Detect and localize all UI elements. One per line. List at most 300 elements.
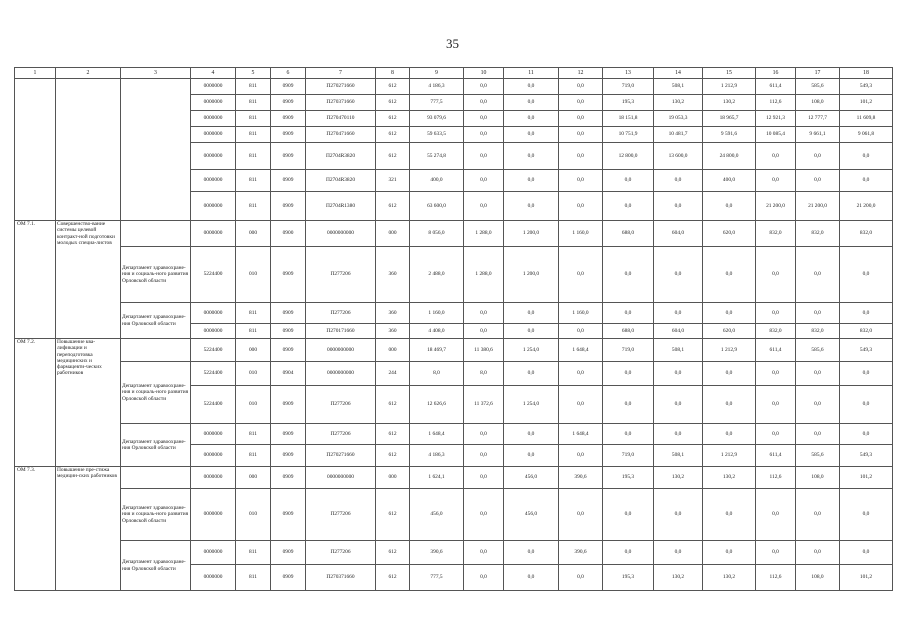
table-cell: 0000000 [191,170,236,192]
table-cell: 360 [376,324,410,339]
table-cell: 101,2 [840,565,893,591]
table-cell: 0,0 [840,386,893,424]
table-cell: 10 085,4 [756,127,796,143]
table-row [15,79,893,95]
table-cell: 0904 [271,362,306,386]
table-cell: 0,0 [703,303,756,324]
table-cell: 0,0 [703,362,756,386]
table-cell: 0,0 [504,541,559,565]
table-cell: 0,0 [796,386,840,424]
table-cell: 508,1 [654,339,703,362]
table-cell: 130,2 [654,565,703,591]
table-cell: 21 200,0 [796,192,840,221]
table-cell: 11 609,8 [840,111,893,127]
measure-code [15,79,56,221]
table-cell: 0000000 [191,424,236,445]
table-cell: 101,2 [840,467,893,489]
table-cell: 390,6 [410,541,464,565]
column-number: 3 [121,68,191,79]
table-cell: 18 469,7 [410,339,464,362]
table-cell: П2704R3820 [306,143,376,170]
table-cell: 612 [376,489,410,541]
table-cell: 000 [376,221,410,247]
table-row [15,489,893,541]
table-cell: 0,0 [559,170,603,192]
table-cell: П270171660 [306,324,376,339]
table-cell: 456,0 [504,467,559,489]
table-row [15,247,893,303]
measure-name: Повышение ква-лификации и переподготовка медицинских и фармацевти-ческих работников [56,339,121,467]
table-cell: 13 600,0 [654,143,703,170]
table-cell: 108,0 [796,467,840,489]
column-number: 14 [654,68,703,79]
table-cell: 0000000 [191,541,236,565]
table-cell: 0000000 [191,95,236,111]
table-cell: 0909 [271,324,306,339]
table-cell: 811 [236,324,271,339]
table-cell: 1 160,0 [410,303,464,324]
table-cell: 811 [236,541,271,565]
table-cell: 0909 [271,541,306,565]
table-cell: 0,0 [559,143,603,170]
table-cell: 000 [376,339,410,362]
table-cell: 1 212,9 [703,339,756,362]
table-cell: 0,0 [840,362,893,386]
executor-name [121,221,191,247]
table-cell: 811 [236,143,271,170]
table-cell: 0,0 [603,303,654,324]
table-cell: 0,0 [654,247,703,303]
table-cell: 63 600,0 [410,192,464,221]
table-cell: 585,6 [796,79,840,95]
executor-name: Департамент здравоохране-ния Орловской области [121,424,191,467]
table-cell: 0,0 [654,489,703,541]
table-cell: 21 200,0 [756,192,796,221]
table-cell: 0,0 [840,489,893,541]
column-number: 11 [504,68,559,79]
table-cell: 93 079,6 [410,111,464,127]
table-cell: П270371660 [306,95,376,111]
table-cell: 130,2 [654,95,703,111]
table-cell: 0,0 [559,489,603,541]
table-cell: 0,0 [654,541,703,565]
table-cell: 612 [376,127,410,143]
column-number: 12 [559,68,603,79]
table-cell: 112,6 [756,95,796,111]
table-cell: 195,3 [603,467,654,489]
table-cell: 1 200,0 [504,221,559,247]
table-cell: 688,0 [603,221,654,247]
table-cell: 0,0 [504,79,559,95]
column-number: 5 [236,68,271,79]
table-cell: 0,0 [464,170,504,192]
table-cell: 0,0 [840,541,893,565]
measure-code: ОМ 7.3. [15,467,56,591]
table-cell: 19 053,3 [654,111,703,127]
table-cell: 549,3 [840,79,893,95]
table-row [15,467,893,489]
table-cell: 0,0 [703,424,756,445]
column-number: 2 [56,68,121,79]
table-cell: 777,5 [410,565,464,591]
column-number-row [15,68,893,79]
table-cell: 604,0 [654,324,703,339]
table-cell: 0000000 [191,467,236,489]
table-cell: 0,0 [654,303,703,324]
table-cell: 0,0 [504,192,559,221]
table-cell: 0,0 [464,143,504,170]
table-cell: 0,0 [504,303,559,324]
table-cell: 0909 [271,143,306,170]
table-cell: 0,0 [559,95,603,111]
table-cell: 612 [376,143,410,170]
table-row [15,424,893,445]
table-cell: 0,0 [504,127,559,143]
table-cell: 130,2 [703,95,756,111]
table-cell: 0000000 [191,445,236,467]
executor-name [121,467,191,489]
table-cell: П277206 [306,489,376,541]
executor-name [121,339,191,362]
table-row [15,303,893,324]
table-cell: 1 254,0 [504,339,559,362]
table-cell: 0,0 [796,424,840,445]
measure-code: ОМ 7.2. [15,339,56,467]
table-cell: 4 186,3 [410,79,464,95]
table-cell: 0,0 [504,95,559,111]
table-cell: 811 [236,95,271,111]
measure-name: Повышение пре-стижа медицин-ских работников [56,467,121,591]
table-cell: 611,4 [756,339,796,362]
table-cell: 5224400 [191,386,236,424]
table-cell: 0,0 [464,424,504,445]
table-cell: 0000000 [191,79,236,95]
table-cell: 195,3 [603,95,654,111]
table-cell: 0909 [271,467,306,489]
table-cell: 5224400 [191,247,236,303]
table-cell: 0,0 [796,143,840,170]
table-cell: 108,0 [796,565,840,591]
table-cell: 1 288,0 [464,247,504,303]
table-cell: 0,0 [796,303,840,324]
table-cell: 400,0 [410,170,464,192]
table-cell: 0000000 [191,143,236,170]
table-cell: 811 [236,79,271,95]
table-cell: 1 254,0 [504,386,559,424]
table-cell: 000 [236,467,271,489]
column-number: 16 [756,68,796,79]
table-cell: 0,0 [603,247,654,303]
table-cell: 0,0 [464,324,504,339]
table-cell: 101,2 [840,95,893,111]
measure-name: Совершенство-вание системы целевой контракт-ной подготовки молодых специа-листов [56,221,121,339]
table-cell: 719,0 [603,79,654,95]
table-cell: 0000000 [191,489,236,541]
table-cell: 508,1 [654,79,703,95]
table-cell: 777,5 [410,95,464,111]
table-cell: 612 [376,95,410,111]
table-cell: 1 648,4 [559,339,603,362]
table-cell: 0000000000 [306,221,376,247]
table-cell: 0000000 [191,565,236,591]
table-cell: 12 921,3 [756,111,796,127]
table-cell: 0,0 [464,192,504,221]
table-cell: 0000000 [191,127,236,143]
table-cell: 811 [236,170,271,192]
table-cell: 612 [376,192,410,221]
table-cell: П270371660 [306,565,376,591]
table-cell: 0,0 [703,386,756,424]
table-cell: 5224400 [191,362,236,386]
table-cell: 811 [236,111,271,127]
table-cell: 0,0 [504,362,559,386]
column-number: 13 [603,68,654,79]
table-cell: 0,0 [603,170,654,192]
column-number: 1 [15,68,56,79]
table-cell: 0,0 [756,541,796,565]
table-cell: 0909 [271,445,306,467]
table-cell: 0000000 [191,111,236,127]
table-cell: 811 [236,192,271,221]
table-cell: 0,0 [654,362,703,386]
executor-name: Департамент здравоохране-ния и социаль-ного развития Орловской области [121,362,191,424]
table-cell: 0000000 [191,192,236,221]
table-cell: 612 [376,541,410,565]
table-cell: 4 186,3 [410,445,464,467]
table-cell: 59 633,5 [410,127,464,143]
executor-name [121,79,191,221]
table-cell: 0,0 [464,79,504,95]
table-cell: 832,0 [796,324,840,339]
table-cell: 0,0 [559,79,603,95]
table-cell: 0909 [271,247,306,303]
table-cell: 612 [376,386,410,424]
column-number: 10 [464,68,504,79]
table-cell: 0,0 [464,565,504,591]
table-cell: 585,6 [796,445,840,467]
table-cell: 10 751,9 [603,127,654,143]
table-cell: 0,0 [840,424,893,445]
table-cell: 0,0 [703,192,756,221]
table-cell: 719,0 [603,445,654,467]
table-cell: 0,0 [504,445,559,467]
table-cell: 1 212,9 [703,445,756,467]
table-cell: 0,0 [464,127,504,143]
table-cell: 611,4 [756,79,796,95]
table-cell: 0,0 [703,541,756,565]
table-cell: 0,0 [756,303,796,324]
table-cell: 456,0 [504,489,559,541]
table-cell: 0,0 [504,324,559,339]
table-cell: 0,0 [840,170,893,192]
table-cell: 400,0 [703,170,756,192]
table-cell: 010 [236,386,271,424]
table-cell: 0,0 [796,489,840,541]
table-cell: 0,0 [559,445,603,467]
table-cell: 620,0 [703,221,756,247]
table-cell: 719,0 [603,339,654,362]
table-cell: П270470110 [306,111,376,127]
table-cell: 549,3 [840,445,893,467]
executor-name: Департамент здравоохране-ния Орловской области [121,541,191,591]
table-cell: 0,0 [559,247,603,303]
table-cell: 832,0 [796,221,840,247]
table-cell: 612 [376,424,410,445]
table-cell: 0,0 [464,303,504,324]
table-cell: 620,0 [703,324,756,339]
table-cell: 0,0 [756,143,796,170]
table-cell: 0,0 [559,111,603,127]
executor-name: Департамент здравоохране-ния Орловской области [121,303,191,339]
table-cell: 0,0 [504,170,559,192]
table-cell: 0000000 [191,324,236,339]
table-cell: 0,0 [703,489,756,541]
table-cell: 0909 [271,95,306,111]
table-row [15,339,893,362]
table-cell: 0,0 [654,192,703,221]
table-cell: 832,0 [756,324,796,339]
table-cell: 811 [236,303,271,324]
table-cell: 000 [236,339,271,362]
table-cell: 0,0 [796,247,840,303]
table-cell: 010 [236,489,271,541]
table-cell: 0,0 [756,424,796,445]
table-cell: 1 648,4 [410,424,464,445]
table-cell: 0,0 [559,192,603,221]
table-cell: 0909 [271,111,306,127]
table-cell: 0909 [271,192,306,221]
table-cell: 612 [376,111,410,127]
table-cell: 0,0 [559,386,603,424]
table-cell: 0,0 [840,143,893,170]
table-cell: 0,0 [756,170,796,192]
table-cell: 0,0 [464,95,504,111]
table-cell: 130,2 [703,467,756,489]
table-cell: 0000000 [191,221,236,247]
table-cell: 612 [376,565,410,591]
table-cell: 0,0 [559,127,603,143]
table-cell: 11 372,6 [464,386,504,424]
table-cell: 0909 [271,339,306,362]
table-cell: 0,0 [603,386,654,424]
table-cell: 0,0 [504,565,559,591]
table-cell: 0,0 [756,386,796,424]
column-number: 6 [271,68,306,79]
table-cell: 811 [236,565,271,591]
table-cell: 010 [236,247,271,303]
table-cell: 2 488,0 [410,247,464,303]
table-cell: 10 481,7 [654,127,703,143]
table-cell: 8,0 [464,362,504,386]
table-cell: 0000000000 [306,339,376,362]
table-cell: 0,0 [654,386,703,424]
column-number: 18 [840,68,893,79]
column-number: 17 [796,68,840,79]
table-cell: 244 [376,362,410,386]
table-cell: П2704R3820 [306,170,376,192]
executor-name: Департамент здравоохране-ния и социаль-ного развития Орловской области [121,489,191,541]
table-cell: 0,0 [756,362,796,386]
table-cell: 0,0 [603,362,654,386]
table-cell: П270271660 [306,445,376,467]
table-cell: 8 056,0 [410,221,464,247]
table-cell: 0,0 [796,541,840,565]
table-cell: 195,3 [603,565,654,591]
table-cell: 0000000 [191,303,236,324]
table-cell: 0,0 [464,111,504,127]
table-cell: 688,0 [603,324,654,339]
table-cell: 1 624,1 [410,467,464,489]
table-cell: 1 288,0 [464,221,504,247]
table-cell: 0909 [271,303,306,324]
table-cell: 112,6 [756,565,796,591]
column-number: 9 [410,68,464,79]
table-cell: П277206 [306,424,376,445]
table-cell: 0,0 [464,467,504,489]
table-cell: 390,6 [559,467,603,489]
table-cell: 108,0 [796,95,840,111]
table-cell: 0,0 [654,424,703,445]
table-cell: 010 [236,362,271,386]
table-cell: 0,0 [603,192,654,221]
table-row [15,541,893,565]
table-cell: 0,0 [756,247,796,303]
table-cell: 8,0 [410,362,464,386]
executor-name: Департамент здравоохране-ния и социаль-ного развития Орловской области [121,247,191,303]
column-number: 8 [376,68,410,79]
table-cell: 0,0 [654,170,703,192]
table-cell: 12 626,6 [410,386,464,424]
table-cell: 508,1 [654,445,703,467]
table-cell: 0,0 [840,303,893,324]
table-cell: 0,0 [703,247,756,303]
table-cell: 585,6 [796,339,840,362]
table-cell: П277206 [306,247,376,303]
table-cell: 612 [376,445,410,467]
table-cell: П2704R1380 [306,192,376,221]
table-row [15,221,893,247]
table-cell: 360 [376,303,410,324]
table-cell: 0,0 [559,362,603,386]
table-cell: 0900 [271,221,306,247]
table-cell: 832,0 [840,221,893,247]
table-cell: 604,0 [654,221,703,247]
table-row [15,362,893,386]
table-cell: П277206 [306,303,376,324]
table-cell: 5224400 [191,339,236,362]
table-cell: 0,0 [464,445,504,467]
table-cell: 0,0 [504,143,559,170]
table-cell: 0,0 [796,170,840,192]
measure-code: ОМ 7.1. [15,221,56,339]
table-cell: 0000000000 [306,362,376,386]
table-cell: 12 777,7 [796,111,840,127]
table-cell: 832,0 [840,324,893,339]
table-cell: 811 [236,445,271,467]
table-cell: 360 [376,247,410,303]
table-cell: П277206 [306,386,376,424]
table-cell: 549,3 [840,339,893,362]
table-cell: 1 212,9 [703,79,756,95]
table-cell: 0,0 [603,489,654,541]
table-cell: 1 200,0 [504,247,559,303]
table-cell: 9 591,6 [703,127,756,143]
table-cell: 0,0 [504,111,559,127]
table-cell: 130,2 [654,467,703,489]
table-cell: 0909 [271,170,306,192]
table-cell: 24 800,0 [703,143,756,170]
table-cell: 0,0 [504,424,559,445]
